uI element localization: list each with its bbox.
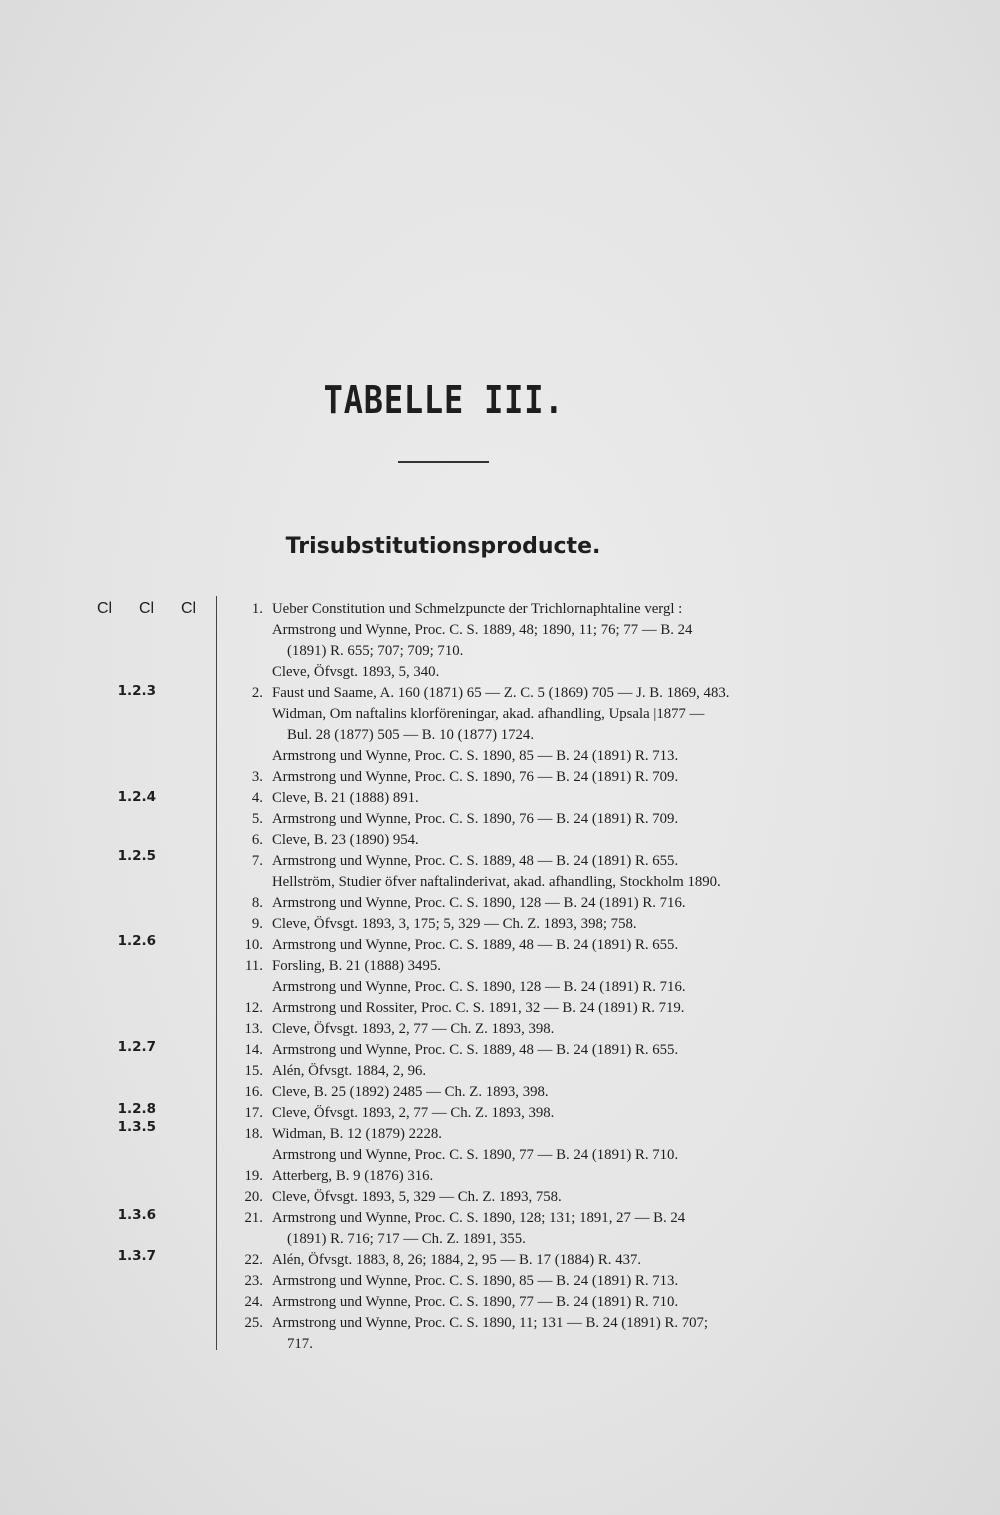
entry-text: Armstrong und Wynne, Proc. C. S. 1890, 85 — B. 24 (1891) R. 713.	[272, 748, 679, 764]
reference-entry	[228, 1208, 828, 1229]
column-header-cl-2: Cl	[139, 600, 155, 617]
reference-entry	[228, 1061, 828, 1082]
reference-entry	[228, 998, 828, 1019]
entry-number: 6.	[251, 832, 263, 848]
entry-text: Armstrong und Wynne, Proc. C. S. 1890, 128; 131; 1891, 27 — B. 24	[272, 1210, 686, 1226]
reference-entry	[228, 1082, 828, 1103]
entry-number: 5.	[251, 811, 263, 827]
position-label-1-3-6: 1.3.6	[117, 1207, 156, 1223]
entry-number: 17.	[244, 1105, 263, 1121]
reference-entry	[228, 599, 828, 620]
entry-text: (1891) R. 716; 717 — Ch. Z. 1891, 355.	[287, 1231, 526, 1247]
entry-text: Widman, Om naftalins klorföreningar, akad. afhandling, Upsala |1877 —	[272, 706, 705, 722]
position-label-1-2-8: 1.2.8	[117, 1101, 156, 1117]
entry-text: Armstrong und Wynne, Proc. C. S. 1889, 48 — B. 24 (1891) R. 655.	[272, 1042, 679, 1058]
entry-number: 21.	[244, 1210, 263, 1226]
reference-entry	[228, 830, 828, 851]
page-title: TABELLE III.	[323, 378, 565, 422]
reference-continuation-line	[228, 746, 828, 767]
reference-entry	[228, 851, 828, 872]
reference-entry	[228, 956, 828, 977]
entry-number: 4.	[251, 790, 263, 806]
position-label-1-2-6: 1.2.6	[117, 933, 156, 949]
entry-number: 25.	[244, 1315, 263, 1331]
entry-text: Cleve, B. 25 (1892) 2485 — Ch. Z. 1893, 398.	[272, 1084, 549, 1100]
reference-entry	[228, 1103, 828, 1124]
reference-continuation-line	[228, 1145, 828, 1166]
reference-continuation-line	[228, 1229, 828, 1250]
entry-text: Cleve, Öfvsgt. 1893, 5, 340.	[272, 664, 440, 680]
reference-entry	[228, 683, 828, 704]
entry-text: (1891) R. 655; 707; 709; 710.	[287, 643, 464, 659]
entry-number: 12.	[244, 1000, 263, 1016]
reference-entry	[228, 1187, 828, 1208]
entry-text: Cleve, Öfvsgt. 1893, 5, 329 — Ch. Z. 1893, 758.	[272, 1189, 562, 1205]
entry-text: Cleve, B. 23 (1890) 954.	[272, 832, 419, 848]
entry-number: 1.	[251, 601, 263, 617]
reference-entry	[228, 935, 828, 956]
entry-number: 15.	[244, 1063, 263, 1079]
entry-number: 18.	[244, 1126, 263, 1142]
entry-text: Atterberg, B. 9 (1876) 316.	[272, 1168, 434, 1184]
reference-entry	[228, 1271, 828, 1292]
entry-text: Armstrong und Wynne, Proc. C. S. 1889, 48 — B. 24 (1891) R. 655.	[272, 937, 679, 953]
entry-number: 23.	[244, 1273, 263, 1289]
entry-text: Armstrong und Wynne, Proc. C. S. 1889, 48 — B. 24 (1891) R. 655.	[272, 853, 679, 869]
reference-entry	[228, 1040, 828, 1061]
entry-text: Armstrong und Wynne, Proc. C. S. 1890, 77 — B. 24 (1891) R. 710.	[272, 1294, 679, 1310]
entry-number: 10.	[244, 937, 263, 953]
reference-entry	[228, 1166, 828, 1187]
entry-text: Cleve, Öfvsgt. 1893, 2, 77 — Ch. Z. 1893, 398.	[272, 1105, 555, 1121]
entry-number: 19.	[244, 1168, 263, 1184]
entry-number: 11.	[245, 958, 263, 974]
entry-text: Armstrong und Wynne, Proc. C. S. 1890, 85 — B. 24 (1891) R. 713.	[272, 1273, 679, 1289]
entry-text: Faust und Saame, A. 160 (1871) 65 — Z. C. 5 (1869) 705 — J. B. 1869, 483.	[272, 685, 730, 701]
reference-entry	[228, 893, 828, 914]
section-subtitle: Trisubstitutionsproducte.	[285, 534, 601, 559]
reference-entry	[228, 914, 828, 935]
position-label-1-2-3: 1.2.3	[117, 683, 156, 699]
entry-text: Bul. 28 (1877) 505 — B. 10 (1877) 1724.	[287, 727, 535, 743]
reference-list	[228, 599, 828, 1355]
entry-number: 24.	[244, 1294, 263, 1310]
entry-text: Forsling, B. 21 (1888) 3495.	[272, 958, 441, 974]
reference-entry	[228, 1019, 828, 1040]
entry-number: 2.	[251, 685, 263, 701]
entry-number: 8.	[251, 895, 263, 911]
entry-number: 7.	[251, 853, 263, 869]
reference-continuation-line	[228, 704, 828, 725]
entry-number: 14.	[244, 1042, 263, 1058]
entry-text: Armstrong und Wynne, Proc. C. S. 1890, 76 — B. 24 (1891) R. 709.	[272, 769, 679, 785]
reference-continuation-line	[228, 641, 828, 662]
reference-continuation-line	[228, 725, 828, 746]
reference-entry	[228, 1250, 828, 1271]
reference-entry	[228, 1124, 828, 1145]
position-label-1-3-7: 1.3.7	[117, 1248, 156, 1264]
title-divider	[398, 461, 489, 463]
entry-text: Armstrong und Wynne, Proc. C. S. 1890, 11; 131 — B. 24 (1891) R. 707;	[272, 1315, 709, 1331]
column-divider	[216, 596, 217, 1350]
entry-text: Armstrong und Wynne, Proc. C. S. 1890, 128 — B. 24 (1891) R. 716.	[272, 979, 686, 995]
reference-entry	[228, 788, 828, 809]
reference-continuation-line	[228, 872, 828, 893]
entry-text: Armstrong und Wynne, Proc. C. S. 1890, 77 — B. 24 (1891) R. 710.	[272, 1147, 679, 1163]
entry-number: 3.	[251, 769, 263, 785]
entry-text: Armstrong und Wynne, Proc. C. S. 1889, 48; 1890, 11; 76; 77 — B. 24	[272, 622, 693, 638]
entry-number: 20.	[244, 1189, 263, 1205]
entry-text: Hellström, Studier öfver naftalinderivat, akad. afhandling, Stockholm 1890.	[272, 874, 721, 890]
position-label-1-2-7: 1.2.7	[117, 1039, 156, 1055]
position-label-1-2-4: 1.2.4	[117, 789, 156, 805]
entry-text: Alén, Öfvsgt. 1884, 2, 96.	[272, 1063, 427, 1079]
entry-number: 13.	[244, 1021, 263, 1037]
reference-entry	[228, 1313, 828, 1334]
entry-text: Cleve, B. 21 (1888) 891.	[272, 790, 419, 806]
reference-continuation-line	[228, 620, 828, 641]
entry-text: Alén, Öfvsgt. 1883, 8, 26; 1884, 2, 95 — B. 17 (1884) R. 437.	[272, 1252, 642, 1268]
entry-text: Widman, B. 12 (1879) 2228.	[272, 1126, 442, 1142]
entry-text: Armstrong und Rossiter, Proc. C. S. 1891, 32 — B. 24 (1891) R. 719.	[272, 1000, 685, 1016]
reference-entry	[228, 767, 828, 788]
position-label-1-3-5: 1.3.5	[117, 1119, 156, 1135]
entry-number: 22.	[244, 1252, 263, 1268]
entry-number: 16.	[244, 1084, 263, 1100]
reference-continuation-line	[228, 662, 828, 683]
reference-entry	[228, 809, 828, 830]
reference-entry	[228, 1292, 828, 1313]
column-header-cl-1: Cl	[97, 600, 113, 617]
entry-text: 717.	[287, 1336, 313, 1352]
entry-text: Cleve, Öfvsgt. 1893, 2, 77 — Ch. Z. 1893, 398.	[272, 1021, 555, 1037]
position-label-1-2-5: 1.2.5	[117, 848, 156, 864]
column-header-cl-3: Cl	[181, 600, 197, 617]
entry-text: Cleve, Öfvsgt. 1893, 3, 175; 5, 329 — Ch. Z. 1893, 398; 758.	[272, 916, 637, 932]
reference-continuation-line	[228, 1334, 828, 1355]
entry-text: Ueber Constitution und Schmelzpuncte der Trichlornaphtaline vergl :	[272, 601, 683, 617]
entry-text: Armstrong und Wynne, Proc. C. S. 1890, 128 — B. 24 (1891) R. 716.	[272, 895, 686, 911]
reference-continuation-line	[228, 977, 828, 998]
entry-text: Armstrong und Wynne, Proc. C. S. 1890, 76 — B. 24 (1891) R. 709.	[272, 811, 679, 827]
entry-number: 9.	[251, 916, 263, 932]
